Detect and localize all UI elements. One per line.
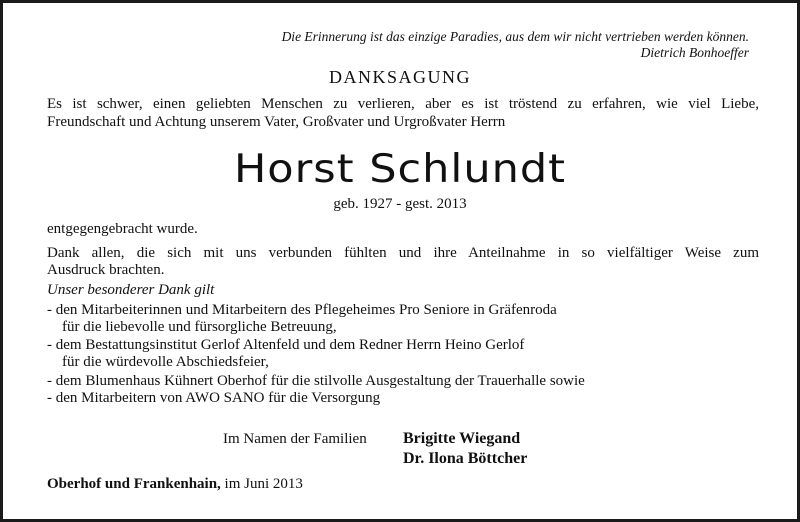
- received-line: entgegengebracht wurde.: [47, 221, 198, 237]
- thanks-line-2: Ausdruck brachten.: [47, 262, 165, 278]
- life-dates: geb. 1927 - gest. 2013: [333, 196, 467, 212]
- special-thanks-item: - den Mitarbeiterinnen und Mitarbeitern des Pflegeheimes Pro Seniore in Gräfenroda: [47, 302, 557, 318]
- place-date: im Juni 2013: [220, 476, 303, 492]
- thanks-paragraph: [47, 245, 759, 279]
- notice-heading: DANKSAGUNG: [328, 67, 471, 87]
- special-thanks-item-sub: für die würdevolle Abschiedsfeier,: [62, 354, 269, 370]
- special-thanks-heading: Unser besonderer Dank gilt: [47, 282, 215, 298]
- signature-name: Brigitte Wiegand: [403, 430, 521, 447]
- signature-label: Im Namen der Familien: [223, 431, 367, 447]
- thanks-line-1: Dank allen, die sich mit uns verbunden fühlten und ihre Anteilnahme in so vielfältiger Weise zum: [47, 245, 759, 261]
- intro-line-2: Freundschaft und Achtung unserem Vater, Großvater und Urgroßvater Herrn: [47, 114, 506, 130]
- special-thanks-item-sub: für die liebevolle und fürsorgliche Betreuung,: [62, 319, 337, 335]
- signature-name: Dr. Ilona Böttcher: [403, 450, 528, 467]
- special-thanks-item: - dem Bestattungsinstitut Gerlof Altenfeld und dem Redner Herrn Heino Gerlof: [47, 337, 525, 353]
- special-thanks-item: - dem Blumenhaus Kühnert Oberhof für die stilvolle Ausgestaltung der Trauerhalle sowie: [47, 373, 585, 389]
- special-thanks-item: - den Mitarbeitern von AWO SANO für die Versorgung: [47, 390, 381, 406]
- intro-line-1: Es ist schwer, einen geliebten Menschen zu verlieren, aber es ist tröstend zu erfahren, wie viel Liebe,: [47, 96, 759, 112]
- quote-author: Dietrich Bonhoeffer: [640, 45, 749, 60]
- deceased-name: Horst Schlundt: [233, 146, 567, 192]
- place-location: Oberhof und Frankenhain,: [47, 476, 221, 492]
- quote-text: Die Erinnerung ist das einzige Paradies, aus dem wir nicht vertrieben werden können.: [281, 29, 749, 44]
- place-and-date: [47, 476, 303, 493]
